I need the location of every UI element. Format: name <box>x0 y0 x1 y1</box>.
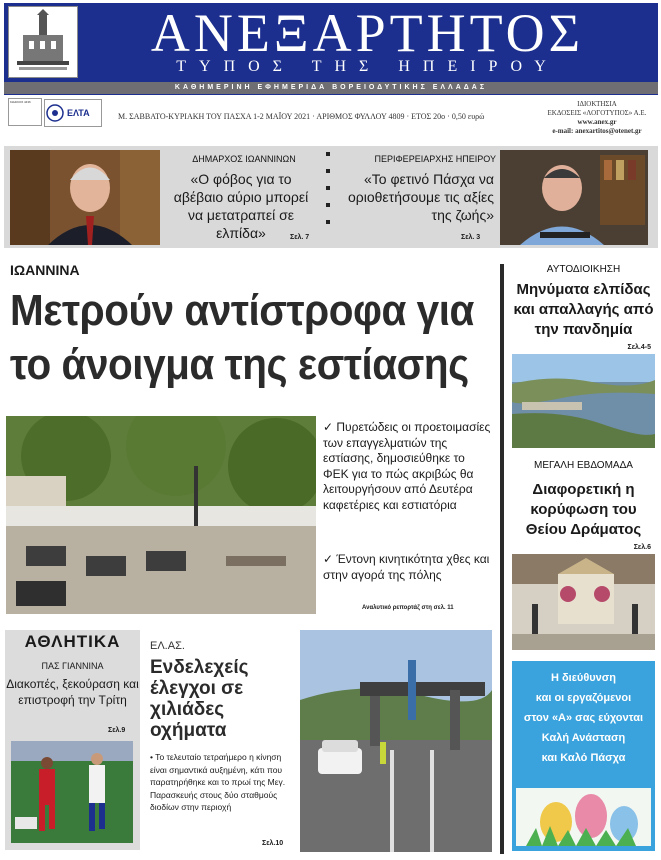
police-kicker: ΕΛ.ΑΣ. <box>150 640 185 652</box>
mayor-photo <box>10 150 160 245</box>
easter-eggs-illustration <box>516 788 651 846</box>
main-headline-line: το άνοιγμα της εστίασης <box>10 340 469 389</box>
sports-page-ref: Σελ.9 <box>108 727 126 734</box>
column-divider <box>500 264 504 854</box>
easter-line: στον «Α» σας εύχονται <box>523 712 644 724</box>
sports-title: ΑΘΛΗΤΙΚΑ <box>24 632 121 651</box>
sports-headline[interactable]: Διακοπές, ξεκούραση και επιστροφή την Τρίτη <box>6 677 139 707</box>
easter-line: και Καλό Πάσχα <box>541 752 626 764</box>
main-bullet: ✓ Πυρετώδεις οι προετοιμασίες των επαγγελματιών της εστίασης, δημοσιεύθηκε το ΦΕΚ για το πώς ακριβώς θα λειτουργήσουν από Δευτέρα καφετέριες και εστιατόρια <box>323 420 491 512</box>
toll-station-photo <box>300 630 492 852</box>
teaser-kicker: ΔΗΜΑΡΧΟΣ ΙΩΑΝΝΙΝΩΝ <box>192 154 296 164</box>
main-bullet: ✓ Έντονη κινητικότητα χθες και στην αγορά της πόλης <box>323 552 490 582</box>
elta-logo-text: ΕΛΤΑ <box>67 108 90 118</box>
issue-date-line: Μ. ΣΑΒΒΑΤΟ-ΚΥΡΙΑΚΗ ΤΟΥ ΠΑΣΧΑ 1-2 ΜΑΪΟΥ 2021 · ΑΡΙΘΜΟΣ ΦΥΛΛΟΥ 4809 · ΕΤΟΣ 20ο · 0,50 ευρώ <box>118 112 485 121</box>
section-title: ΜΕΓΑΛΗ ΕΒΔΟΜΑΔΑ <box>534 460 633 471</box>
police-headline[interactable]: Ενδελεχείς έλεγχοι σε χιλιάδες οχήματα <box>150 657 249 741</box>
football-photo <box>11 741 133 843</box>
sports-kicker: ΠΑΣ ΓΙΑΝΝΙΝΑ <box>41 661 104 671</box>
easter-greeting <box>512 668 655 768</box>
easter-line: Καλή Ανάσταση <box>541 732 626 744</box>
elta-logo <box>44 99 102 127</box>
cafe-square-photo <box>6 416 316 614</box>
postal-badge <box>8 98 42 126</box>
epitaph-photo <box>512 554 655 650</box>
reportage-ref: Αναλυτικό ρεπορτάζ στη σελ. 11 <box>362 605 454 611</box>
section-title: ΑΥΤΟΔΙΟΙΚΗΣΗ <box>546 264 621 275</box>
police-page-ref: Σελ.10 <box>262 840 284 847</box>
main-story-kicker: ΙΩΑΝΝΙΝΑ <box>10 262 80 278</box>
newspaper-tagline: ΚΑΘΗΜΕΡΙΝΗ ΕΦΗΜΕΡΙΔΑ ΒΟΡΕΙΟΔΥΤΙΚΗΣ ΕΛΛΑΔΑΣ <box>4 82 658 94</box>
newspaper-subtitle: ΤΥΠΟΣ ΤΗΣ ΗΠΕΙΡΟΥ <box>176 58 559 75</box>
section-page-ref: Σελ.6 <box>633 544 651 551</box>
easter-line: Η διεύθυνση <box>550 672 617 684</box>
governor-photo <box>500 150 648 245</box>
teaser-page-ref: Σελ. 7 <box>290 234 310 241</box>
email-link[interactable]: e-mail: anexartitos@otenet.gr <box>552 127 642 135</box>
teaser-page-ref: Σελ. 3 <box>461 234 481 241</box>
lake-photo <box>512 354 655 448</box>
postal-badge-text: ΚΩΔΙΚΟΣ 4436 <box>10 100 31 104</box>
publisher-name: ΕΚΔΟΣΕΙΣ «ΛΟΓΟΤΥΠΟΣ» Α.Ε. <box>547 109 647 117</box>
publisher-block <box>538 100 656 136</box>
police-body: • Το τελευταίο τετραήμερο η κίνηση είναι σημαντικά αυξημένη, κάτι που παρατηρήθηκε και το πρωί της Μεγ. Παρασκευής στους δύο σταθμούς διοδίων στην περιοχή <box>150 752 286 812</box>
main-headline[interactable] <box>10 284 474 392</box>
main-headline-line: Μετρούν αντίστροφα για <box>10 286 474 335</box>
section-page-ref: Σελ.4-5 <box>627 344 651 351</box>
section-headline[interactable]: Μηνύματα ελπίδας και απαλλαγής από την πανδημία <box>513 281 654 338</box>
teaser-quote[interactable]: «Ο φόβος για το αβέβαιο αύριο μπορεί να μετατραπεί σε ελπίδα» <box>173 171 309 241</box>
website-link[interactable]: www.anex.gr <box>577 118 617 126</box>
teaser-divider <box>326 152 332 237</box>
ownership-label: ΙΔΙΟΚΤΗΣΙΑ <box>577 100 617 108</box>
section-headline[interactable]: Διαφορετική η κορύφωση του Θείου Δράματος <box>525 481 642 538</box>
newspaper-emblem-icon <box>8 6 78 78</box>
newspaper-title: ΑΝΕΞΑΡΤΗΤΟΣ <box>150 3 585 63</box>
easter-line: και οι εργαζόμενοι <box>535 692 632 704</box>
teaser-kicker: ΠΕΡΙΦΕΡΕΙΑΡΧΗΣ ΗΠΕΙΡΟΥ <box>374 154 496 164</box>
teaser-quote[interactable]: «Το φετινό Πάσχα να οριοθετήσουμε τις αξίες της ζωής» <box>347 171 494 223</box>
